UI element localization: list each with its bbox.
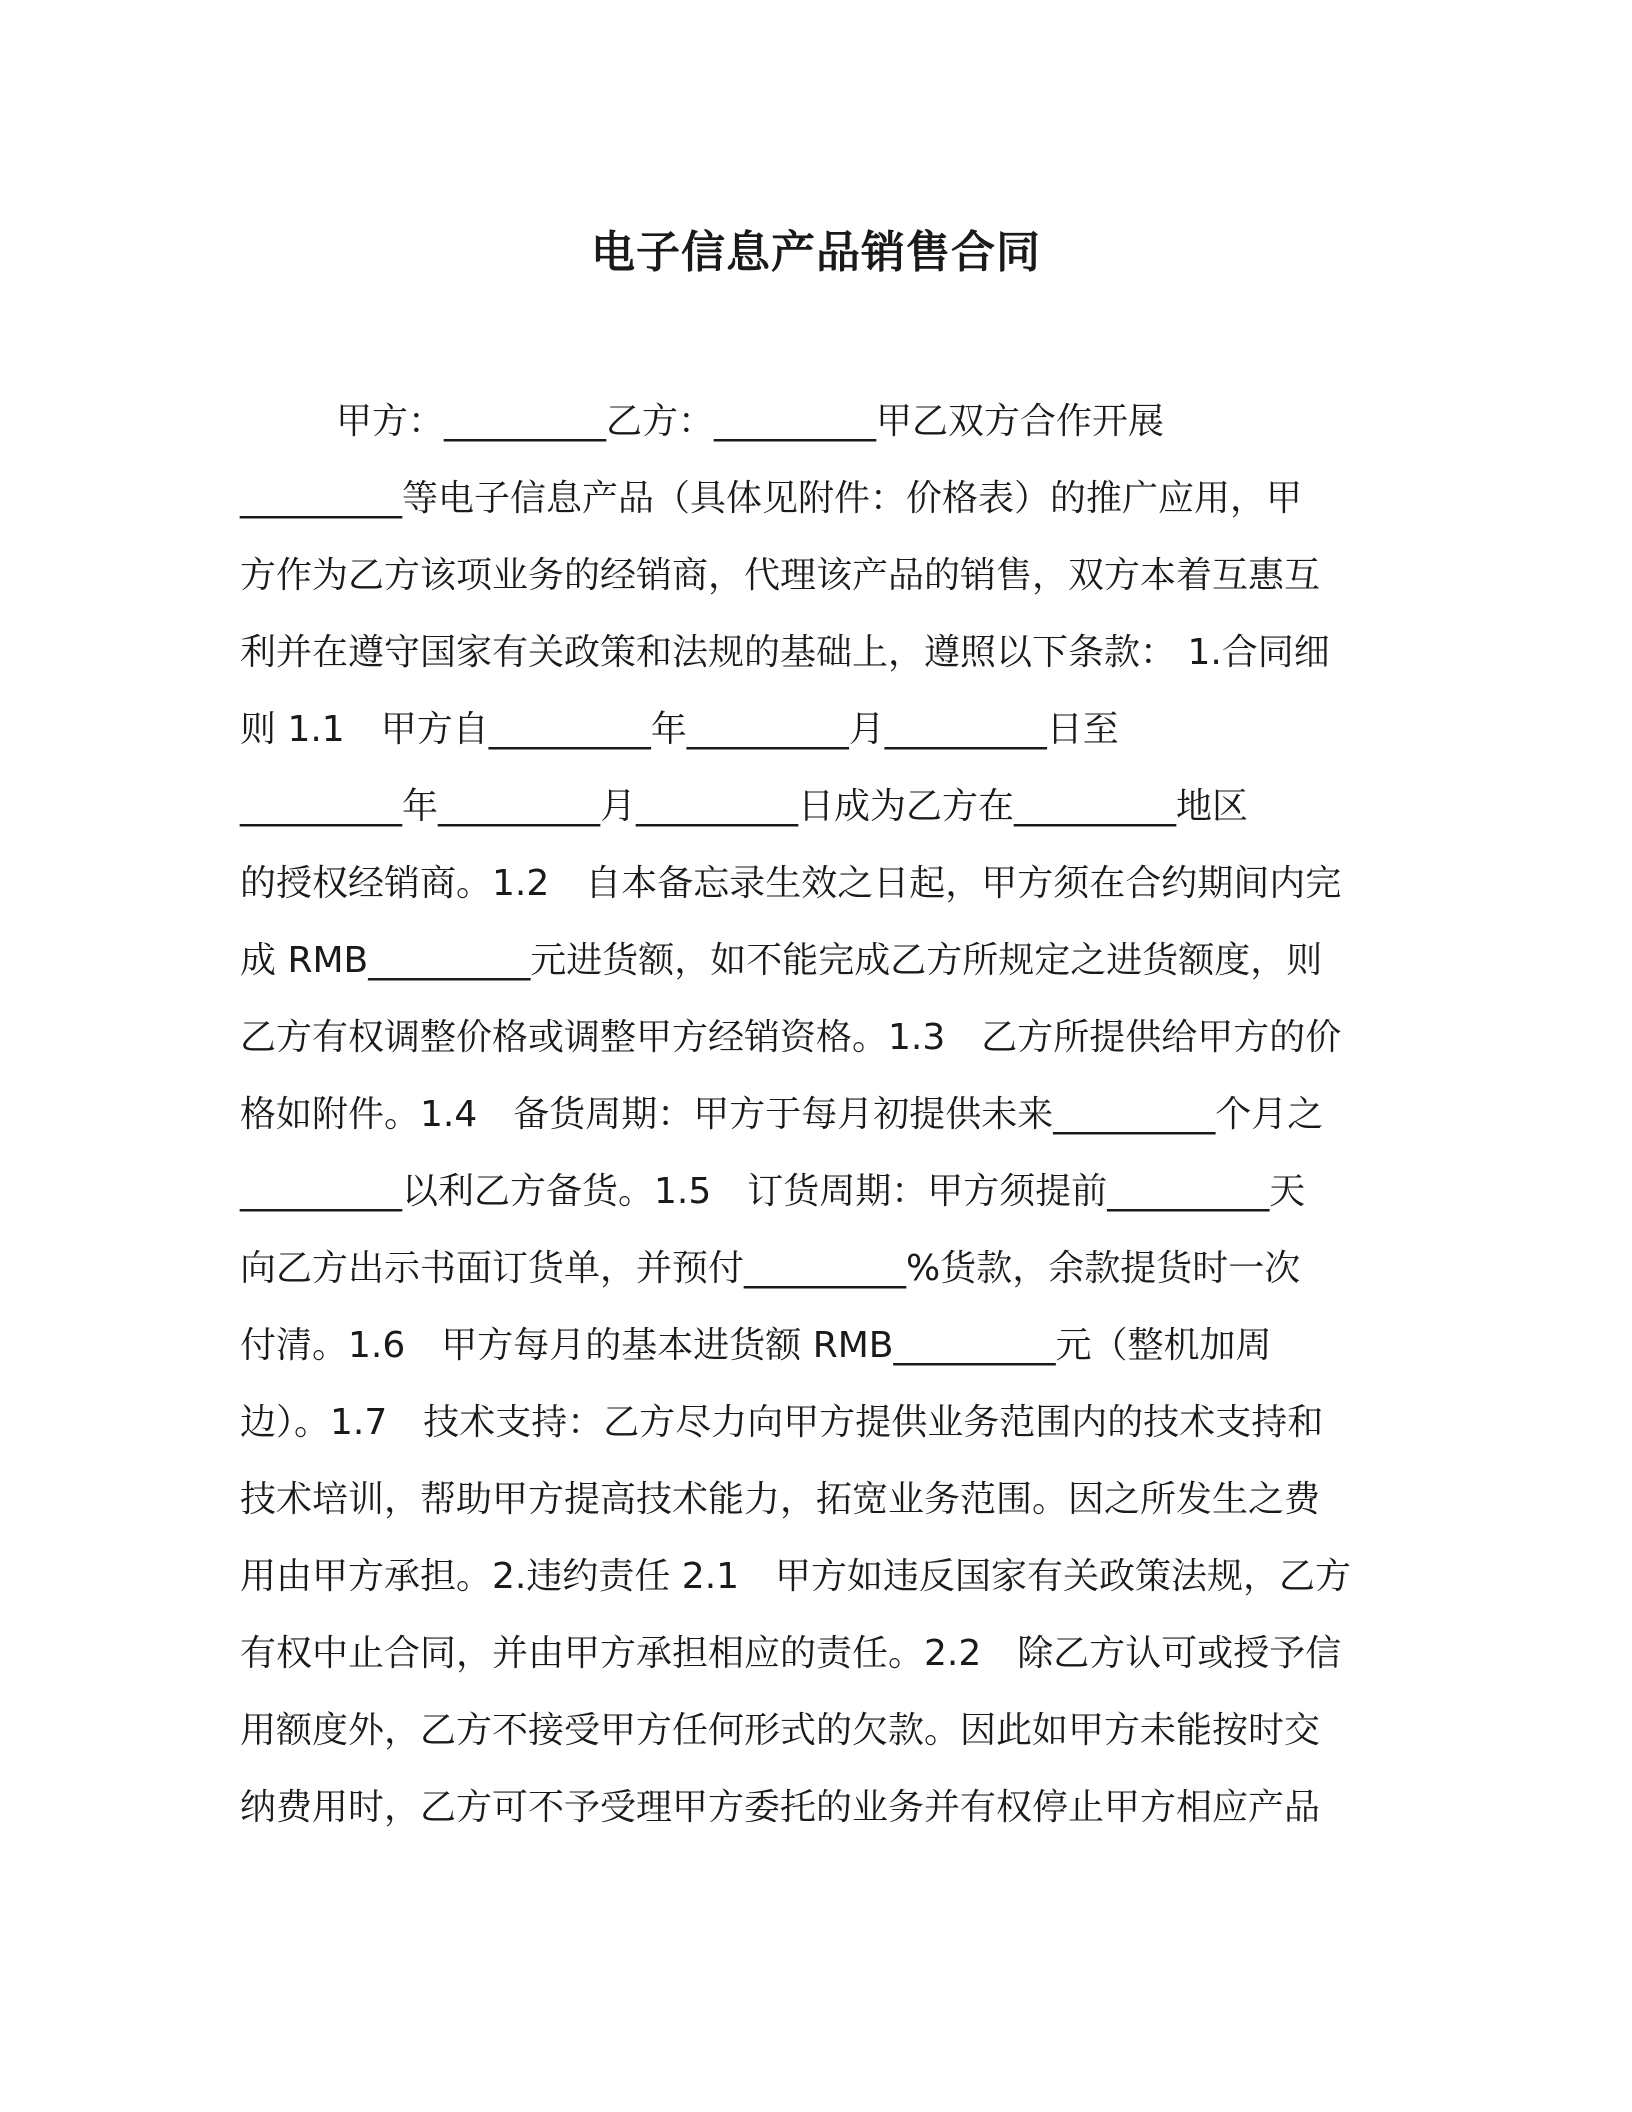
body-line-16: 用由甲方承担。2.违约责任 2.1 甲方如违反国家有关政策法规，乙方 <box>240 1556 1352 1597</box>
body-line-11: _________以利乙方备货。1.5 订货周期：甲方须提前_________天 <box>240 1171 1306 1212</box>
body-line-9: 乙方有权调整价格或调整甲方经销资格。1.3 乙方所提供给甲方的价 <box>240 1017 1342 1058</box>
body-line-15: 技术培训，帮助甲方提高技术能力，拓宽业务范围。因之所发生之费 <box>240 1479 1321 1520</box>
body-line-1: 甲方：_________乙方：_________甲乙双方合作开展 <box>336 401 1165 442</box>
body-line-19: 纳费用时，乙方可不予受理甲方委托的业务并有权停止甲方相应产品 <box>240 1787 1321 1828</box>
document-title: 电子信息产品销售合同 <box>591 227 1041 278</box>
body-line-14: 边）。1.7 技术支持：乙方尽力向甲方提供业务范围内的技术支持和 <box>240 1402 1324 1443</box>
body-line-10: 格如附件。1.4 备货周期：甲方于每月初提供未来_________个月之 <box>240 1094 1324 1135</box>
body-line-7: 的授权经销商。1.2 自本备忘录生效之日起，甲方须在合约期间内完 <box>240 863 1342 904</box>
body-line-6: _________年_________月_________日成为乙方在_________地区 <box>240 786 1249 827</box>
body-line-5: 则 1.1 甲方自_________年_________月_________日至 <box>240 709 1119 750</box>
body-line-12: 向乙方出示书面订货单，并预付_________%货款，余款提货时一次 <box>240 1248 1301 1289</box>
body-line-4: 利并在遵守国家有关政策和法规的基础上，遵照以下条款： 1.合同细 <box>240 632 1330 673</box>
body-line-2: _________等电子信息产品（具体见附件：价格表）的推广应用，甲 <box>240 478 1303 519</box>
body-line-3: 方作为乙方该项业务的经销商，代理该产品的销售，双方本着互惠互 <box>240 555 1321 596</box>
body-line-13: 付清。1.6 甲方每月的基本进货额 RMB_________元（整机加周 <box>240 1325 1272 1366</box>
body-line-17: 有权中止合同，并由甲方承担相应的责任。2.2 除乙方认可或授予信 <box>240 1633 1342 1674</box>
body-line-18: 用额度外，乙方不接受甲方任何形式的欠款。因此如甲方未能按时交 <box>240 1710 1321 1751</box>
contract-body <box>240 398 1380 1861</box>
body-line-8: 成 RMB_________元进货额，如不能完成乙方所规定之进货额度，则 <box>240 940 1323 981</box>
